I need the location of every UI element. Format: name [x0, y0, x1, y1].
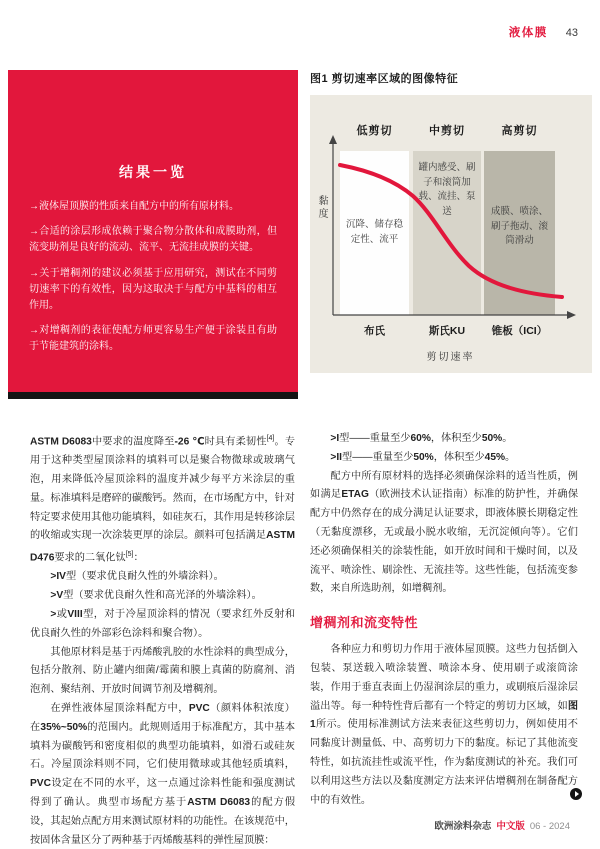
list-item-type-v: >V型（要求优良耐久性和高光泽的外墙涂料）。: [50, 590, 262, 602]
page-number: 43: [565, 27, 578, 39]
section-heading-thickeners: 增稠剂和流变特性: [310, 615, 419, 631]
left-text-column: [30, 430, 295, 849]
right-text-column: [310, 430, 578, 810]
x-tick-brookfield: 布氏: [364, 325, 385, 337]
zone-low-shear-text: 沉降、储存稳定性、流平: [345, 219, 403, 245]
section-title: 液体膜: [508, 27, 548, 39]
continued-arrow-icon: [570, 788, 582, 800]
summary-title: 结果一览: [119, 164, 187, 180]
list-item-type-ii: >II型——重量至少50%，体积至少45%。: [330, 451, 516, 463]
footer-issue: 06 - 2024: [529, 821, 570, 832]
x-axis-arrow-icon: [567, 311, 576, 319]
y-axis-label: 黏度: [316, 195, 327, 221]
summary-bullet: →合适的涂层形成依赖于聚合物分散体和成膜助剂，但流变助剂是良好的流动、流平、无流挂成膜的关键。: [29, 226, 277, 254]
summary-bullet: →关于增稠剂的建议必须基于应用研究，测试在不同剪切速率下的有效性，因为这取决于与配方中基料的相互作用。: [29, 267, 277, 311]
zone-medium-shear: [413, 151, 481, 315]
footer-edition: 中文版: [496, 821, 525, 832]
summary-bullet-list: [29, 199, 277, 356]
region-label-high-shear: 高剪切: [501, 125, 538, 137]
figure-canvas: [310, 95, 592, 373]
zone-low-shear: [340, 151, 409, 315]
paragraph: ASTM D6083中要求的温度降至-26 ℃时具有柔韧性[4]。专用于这种类型屋顶涂料的填料可以是聚合物微球或玻璃气泡，用来降低冷屋顶涂料的温度并减少每平方米涂层的重量。标准填料是磨碎的碳酸钙。然而，在市场配方中，针对特定要求使用其他功能填料，如硅灰石，其作用是转移涂层的收缩或实现一次涂装更厚的涂层。颜料可包括满足ASTM D476要求的二氧化钛[5]：: [30, 435, 296, 564]
x-axis-label: 剪切速率: [426, 352, 475, 363]
zone-medium-shear-text: 罐内感受、刷子和滚筒加载、流挂、泵送: [418, 162, 476, 218]
page-header: [509, 24, 578, 40]
arrow-triangle-icon: [575, 791, 579, 797]
zone-high-shear: [484, 151, 555, 315]
region-label-low-shear: 低剪切: [356, 125, 393, 137]
summary-bullet: →液体屋顶膜的性质来自配方中的所有原材料。: [29, 201, 239, 212]
list-item-type-i: >I型——重量至少60%，体积至少50%。: [330, 433, 513, 444]
y-axis-arrow-icon: [329, 135, 337, 144]
figure-title: 图1 剪切速率区域的图像特征: [310, 73, 459, 85]
results-summary-box: [8, 70, 298, 392]
footer-journal-name: 欧洲涂料杂志: [434, 821, 492, 832]
x-tick-cone-plate-ici: 锥板（ICI）: [491, 325, 548, 337]
list-item-type-viii: >或VIII型，对于冷屋顶涂料的情况（要求红外反射和优良耐久性的外部彩色涂料和聚合物）。: [30, 608, 296, 639]
zone-high-shear-text: 成膜、喷涂、刷子拖动、滚筒滑动: [490, 205, 548, 247]
figure-1: [310, 70, 592, 373]
summary-end-bar: [8, 392, 298, 399]
list-item-type-iv: >IV型（要求优良耐久性的外墙涂料）。: [50, 571, 224, 583]
region-label-medium-shear: 中剪切: [429, 125, 465, 137]
paragraph: 在弹性液体屋顶涂料配方中，PVC（颜料体积浓度）在35%~50%的范围内。此规则适用于标准配方，其中基本填料为碳酸钙和密度相似的典型功能填料，如滑石或硅灰石。冷屋顶涂料则不同，它们使用微球或其他轻质填料，PVC设定在不同的水平，这一点通过涂料性能和强度测试得到了确认。典型市场配方基于ASTM D6083的配方假设，其起始点配方用来测试原材料的功能性。在该规范中，按固体含量区分了两种基于丙烯酸基料的弹性屋顶膜：: [30, 702, 296, 846]
paragraph: 各种应力和剪切力作用于液体屋顶膜。这些力包括倒入包装、泵送载入喷涂装置、喷涂本身、使用刷子或滚筒涂装，作用于垂直表面上仍湿润涂层的重力，或刷痕后湿涂层溢出等。每一种特性背后都有一个特定的剪切力区域，如图1所示。使用标准测试方法来表征这些剪切力，例如使用不同黏度计测量低、中、高剪切力下的黏度。标记了其他流变特性，如抗流挂性或流平性，作为黏度测试的补充。我们可以利用这些方法以及黏度测定方法来评估增稠剂在制备配方中的有效性。: [310, 644, 578, 806]
paragraph: 其他原材料是基于丙烯酸乳胶的水性涂料的典型成分，包括分散剂、防止罐内细菌/霉菌和膜上真菌的防腐剂、消泡剂、聚结剂、开放时间调节剂及增稠剂。: [30, 646, 295, 696]
page-footer: [434, 818, 570, 832]
summary-bullet: →对增稠剂的表征使配方师更容易生产便于涂装且有助于节能建筑的涂料。: [29, 325, 277, 353]
paragraph: 配方中所有原材料的选择必须确保涂料的适当性质，例如满足ETAG（欧洲技术认证指南）标准的防护性，并确保配方中仍然存在的成分满足认证要求，即液体膜长期稳定性（无黏度漂移，无或最小脱水收缩，无沉淀倾向等）。它们还必须确保相关的涂装性能，如开放时间和干燥时间，以及流平、喷涂性、刷涂性、无流挂等。这些性能，包括流变参数，来自所选助剂，如增稠剂。: [310, 470, 579, 595]
x-tick-stormer-ku: 斯氏KU: [428, 325, 466, 337]
